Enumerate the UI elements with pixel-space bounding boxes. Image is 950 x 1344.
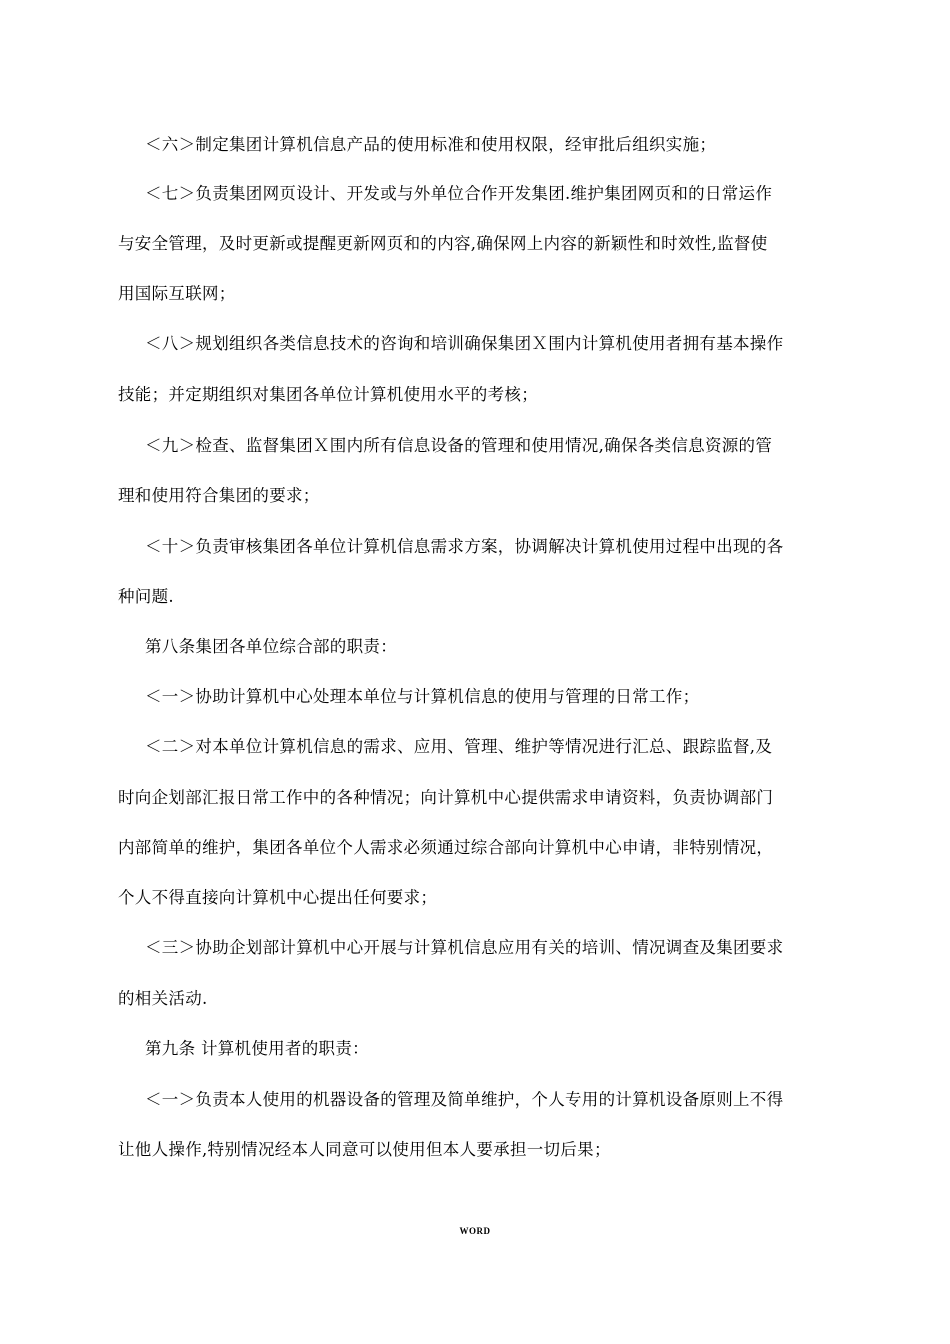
paragraph-line: 种问题. xyxy=(118,587,174,606)
paragraph-line: 用国际互联网； xyxy=(118,284,236,303)
paragraph-line: ＜十＞负责审核集团各单位计算机信息需求方案，协调解决计算机使用过程中出现的各 xyxy=(145,537,784,556)
section-heading: 第九条 计算机使用者的职责： xyxy=(145,1039,369,1058)
paragraph-line: 技能；并定期组织对集团各单位计算机使用水平的考核； xyxy=(118,385,538,404)
paragraph-line: 时向企划部汇报日常工作中的各种情况；向计算机中心提供需求申请资料，负责协调部门 xyxy=(118,788,774,807)
paragraph-line: ＜二＞对本单位计算机信息的需求、应用、管理、维护等情况进行汇总、跟踪监督,及 xyxy=(145,737,773,756)
paragraph-line: ＜三＞协助企划部计算机中心开展与计算机信息应用有关的培训、情况调查及集团要求 xyxy=(145,938,784,957)
paragraph-line: ＜一＞负责本人使用的机器设备的管理及简单维护，个人专用的计算机设备原则上不得 xyxy=(145,1090,784,1109)
paragraph-line: ＜八＞规划组织各类信息技术的咨询和培训确保集团Ｘ围内计算机使用者拥有基本操作 xyxy=(145,334,784,353)
paragraph-line: 内部简单的维护，集团各单位个人需求必须通过综合部向计算机中心申请，非特别情况， xyxy=(118,838,774,857)
paragraph-line: ＜六＞制定集团计算机信息产品的使用标准和使用权限，经审批后组织实施； xyxy=(145,135,717,154)
paragraph-line: 个人不得直接向计算机中心提出任何要求； xyxy=(118,888,438,907)
page-footer: WORD xyxy=(459,1226,491,1236)
paragraph-line: 让他人操作,特别情况经本人同意可以使用但本人要承担一切后果； xyxy=(118,1140,611,1159)
paragraph-line: 理和使用符合集团的要求； xyxy=(118,486,320,505)
paragraph-line: ＜一＞协助计算机中心处理本单位与计算机信息的使用与管理的日常工作； xyxy=(145,687,700,706)
paragraph-line: 的相关活动. xyxy=(118,989,208,1008)
section-heading: 第八条集团各单位综合部的职责： xyxy=(145,637,397,656)
paragraph-line: 与安全管理，及时更新或提醒更新网页和的内容,确保网上内容的新颖性和时效性,监督使 xyxy=(118,234,768,253)
paragraph-line: ＜九＞检查、监督集团Ｘ围内所有信息设备的管理和使用情况,确保各类信息资源的管 xyxy=(145,436,773,455)
paragraph-line: ＜七＞负责集团网页设计、开发或与外单位合作开发集团.维护集团网页和的日常运作 xyxy=(145,184,773,203)
